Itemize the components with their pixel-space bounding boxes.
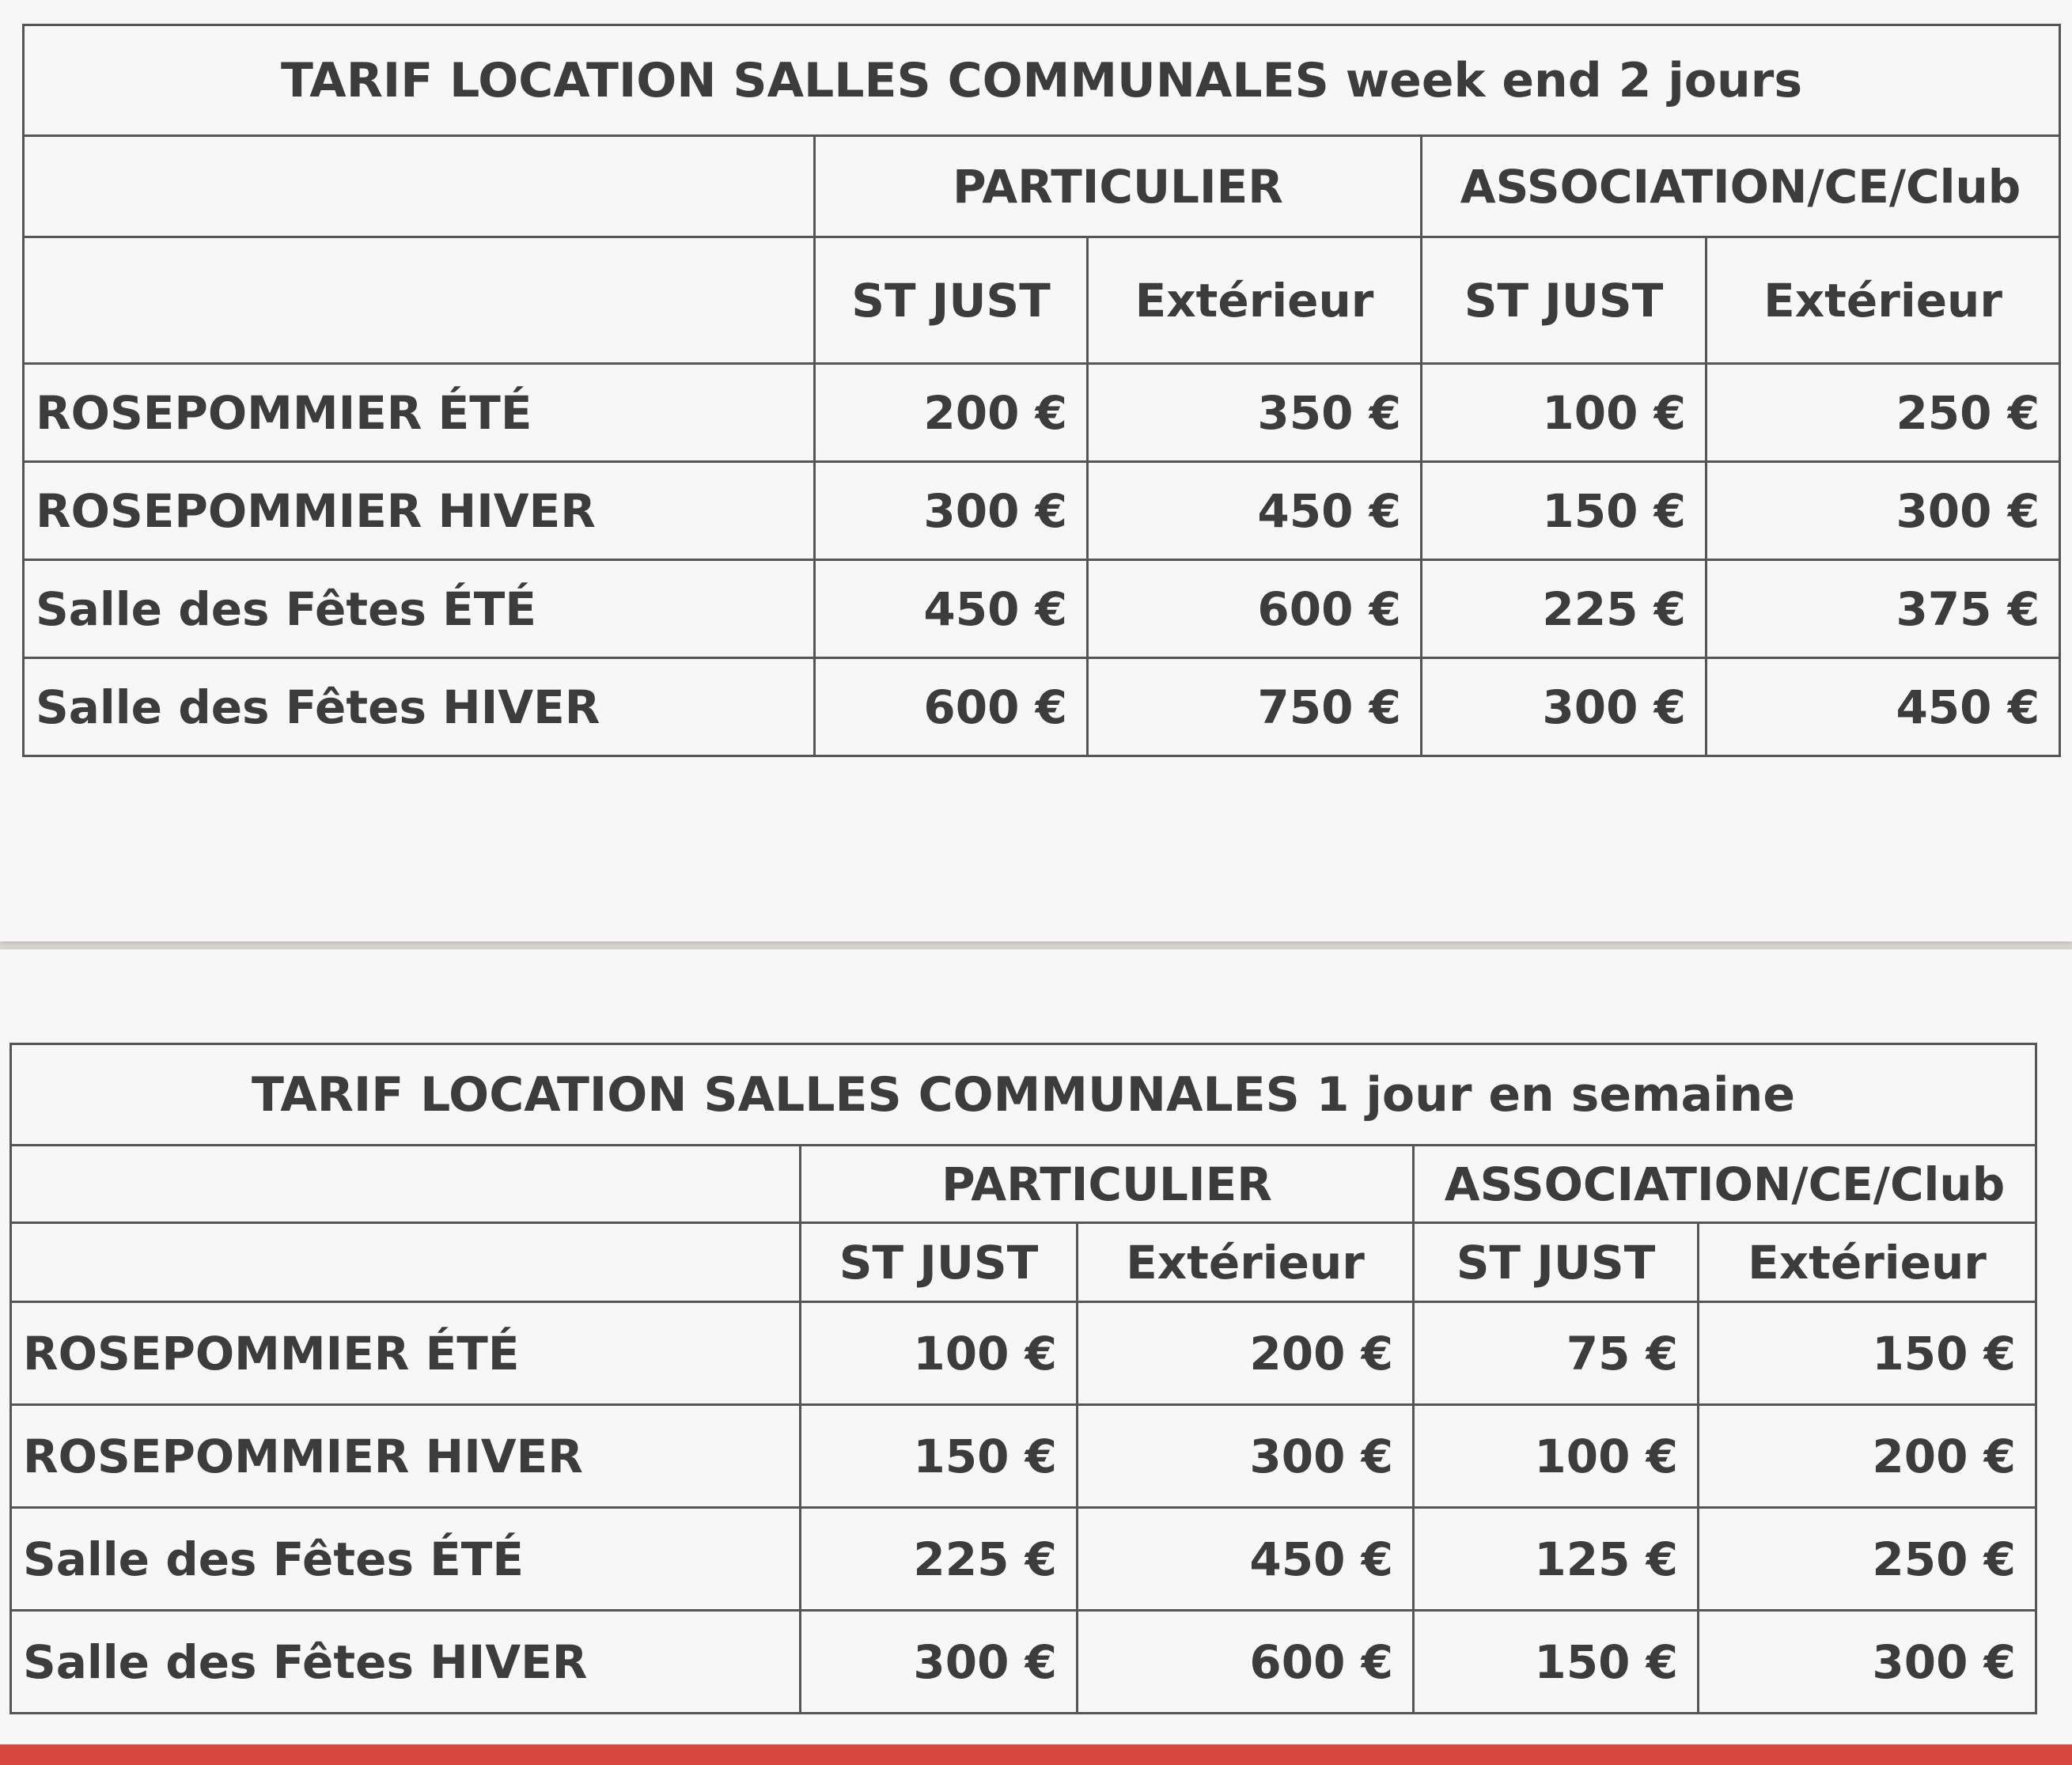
subheader-exterieur: Extérieur xyxy=(1699,1223,2036,1302)
price-cell: 300 € xyxy=(1699,1611,2036,1714)
price-cell: 225 € xyxy=(1422,560,1706,658)
price-cell: 200 € xyxy=(1699,1405,2036,1508)
price-cell: 300 € xyxy=(1078,1405,1414,1508)
table-title: TARIF LOCATION SALLES COMMUNALES week end 2 jours xyxy=(24,25,2060,136)
price-cell: 450 € xyxy=(1078,1508,1414,1611)
price-cell: 75 € xyxy=(1414,1302,1699,1405)
table-row xyxy=(11,1302,2036,1405)
price-cell: 100 € xyxy=(1414,1405,1699,1508)
table-row xyxy=(11,1611,2036,1714)
subheader-exterieur: Extérieur xyxy=(1706,237,2060,364)
price-cell: 150 € xyxy=(1422,462,1706,560)
price-cell: 225 € xyxy=(801,1508,1078,1611)
red-background-edge xyxy=(0,1744,2072,1765)
price-cell: 600 € xyxy=(815,658,1088,756)
price-cell: 300 € xyxy=(1422,658,1706,756)
price-cell: 600 € xyxy=(1088,560,1422,658)
row-label: Salle des Fêtes ÉTÉ xyxy=(11,1508,801,1611)
table-title: TARIF LOCATION SALLES COMMUNALES 1 jour en semaine xyxy=(11,1044,2036,1146)
price-cell: 250 € xyxy=(1699,1508,2036,1611)
price-cell: 125 € xyxy=(1414,1508,1699,1611)
subheader-exterieur: Extérieur xyxy=(1078,1223,1414,1302)
price-cell: 200 € xyxy=(1078,1302,1414,1405)
row-label: ROSEPOMMIER HIVER xyxy=(24,462,815,560)
price-cell: 150 € xyxy=(1699,1302,2036,1405)
table-row xyxy=(11,1405,2036,1508)
price-cell: 300 € xyxy=(801,1611,1078,1714)
price-cell: 750 € xyxy=(1088,658,1422,756)
price-cell: 600 € xyxy=(1078,1611,1414,1714)
empty-header-cell xyxy=(11,1223,801,1302)
table-row xyxy=(24,462,2060,560)
price-cell: 100 € xyxy=(1422,364,1706,462)
row-label: ROSEPOMMIER HIVER xyxy=(11,1405,801,1508)
price-cell: 250 € xyxy=(1706,364,2060,462)
row-label: Salle des Fêtes HIVER xyxy=(11,1611,801,1714)
table-row xyxy=(24,364,2060,462)
group-header-association: ASSOCIATION/CE/Club xyxy=(1414,1146,2036,1223)
table-row xyxy=(24,658,2060,756)
group-header-association: ASSOCIATION/CE/Club xyxy=(1422,136,2060,237)
price-cell: 450 € xyxy=(815,560,1088,658)
subheader-exterieur: Extérieur xyxy=(1088,237,1422,364)
price-cell: 100 € xyxy=(801,1302,1078,1405)
price-cell: 150 € xyxy=(801,1405,1078,1508)
price-cell: 350 € xyxy=(1088,364,1422,462)
weekend-tariff-table xyxy=(22,24,2061,757)
price-cell: 450 € xyxy=(1706,658,2060,756)
price-cell: 200 € xyxy=(815,364,1088,462)
price-cell: 150 € xyxy=(1414,1611,1699,1714)
weekday-tariff-table xyxy=(9,1043,2037,1714)
row-label: ROSEPOMMIER ÉTÉ xyxy=(11,1302,801,1405)
row-label: ROSEPOMMIER ÉTÉ xyxy=(24,364,815,462)
row-label: Salle des Fêtes HIVER xyxy=(24,658,815,756)
empty-header-cell xyxy=(11,1146,801,1223)
subheader-st-just: ST JUST xyxy=(1422,237,1706,364)
price-cell: 300 € xyxy=(1706,462,2060,560)
subheader-st-just: ST JUST xyxy=(1414,1223,1699,1302)
table-row xyxy=(24,560,2060,658)
price-cell: 450 € xyxy=(1088,462,1422,560)
group-header-particulier: PARTICULIER xyxy=(815,136,1422,237)
row-label: Salle des Fêtes ÉTÉ xyxy=(24,560,815,658)
group-header-particulier: PARTICULIER xyxy=(801,1146,1414,1223)
empty-header-cell xyxy=(24,237,815,364)
subheader-st-just: ST JUST xyxy=(815,237,1088,364)
price-cell: 300 € xyxy=(815,462,1088,560)
subheader-st-just: ST JUST xyxy=(801,1223,1078,1302)
price-cell: 375 € xyxy=(1706,560,2060,658)
empty-header-cell xyxy=(24,136,815,237)
table-row xyxy=(11,1508,2036,1611)
